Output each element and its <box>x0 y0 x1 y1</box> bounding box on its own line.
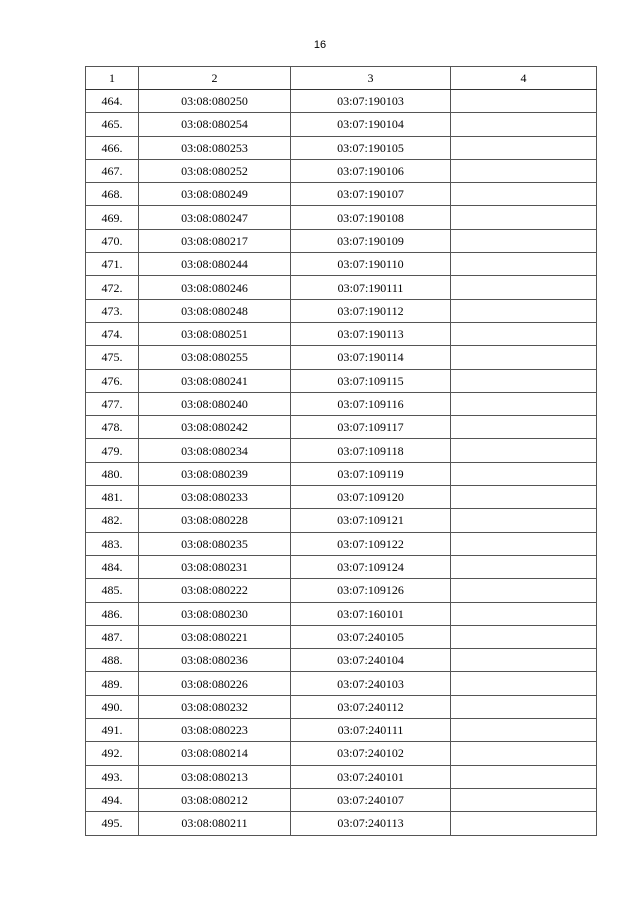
row-number-cell: 480. <box>86 462 139 485</box>
column-4-cell <box>451 532 597 555</box>
table-row <box>86 346 597 369</box>
code-2-cell: 03:08:080241 <box>139 369 291 392</box>
code-3-cell: 03:07:190106 <box>291 159 451 182</box>
column-4-cell <box>451 719 597 742</box>
code-3-cell: 03:07:240105 <box>291 625 451 648</box>
code-2-cell: 03:08:080255 <box>139 346 291 369</box>
code-2-cell: 03:08:080251 <box>139 322 291 345</box>
column-4-cell <box>451 765 597 788</box>
row-number-cell: 481. <box>86 486 139 509</box>
code-2-cell: 03:08:080211 <box>139 812 291 835</box>
code-3-cell: 03:07:109118 <box>291 439 451 462</box>
column-4-cell <box>451 253 597 276</box>
table-row <box>86 695 597 718</box>
column-4-cell <box>451 509 597 532</box>
table-row <box>86 416 597 439</box>
code-3-cell: 03:07:109120 <box>291 486 451 509</box>
table-row <box>86 649 597 672</box>
row-number-cell: 470. <box>86 229 139 252</box>
table-row <box>86 253 597 276</box>
code-2-cell: 03:08:080213 <box>139 765 291 788</box>
code-3-cell: 03:07:190104 <box>291 113 451 136</box>
code-3-cell: 03:07:240101 <box>291 765 451 788</box>
code-3-cell: 03:07:109115 <box>291 369 451 392</box>
column-4-cell <box>451 90 597 113</box>
code-2-cell: 03:08:080212 <box>139 788 291 811</box>
code-3-cell: 03:07:190108 <box>291 206 451 229</box>
table-row <box>86 579 597 602</box>
row-number-cell: 479. <box>86 439 139 462</box>
column-4-cell <box>451 579 597 602</box>
row-number-cell: 489. <box>86 672 139 695</box>
row-number-cell: 486. <box>86 602 139 625</box>
code-2-cell: 03:08:080233 <box>139 486 291 509</box>
row-number-cell: 485. <box>86 579 139 602</box>
table-row <box>86 486 597 509</box>
table-row <box>86 229 597 252</box>
column-header-1: 1 <box>86 67 139 90</box>
code-2-cell: 03:08:080247 <box>139 206 291 229</box>
column-4-cell <box>451 392 597 415</box>
column-4-cell <box>451 742 597 765</box>
code-2-cell: 03:08:080217 <box>139 229 291 252</box>
table-row <box>86 159 597 182</box>
code-3-cell: 03:07:240112 <box>291 695 451 718</box>
column-4-cell <box>451 695 597 718</box>
code-3-cell: 03:07:109122 <box>291 532 451 555</box>
table-row <box>86 625 597 648</box>
row-number-cell: 490. <box>86 695 139 718</box>
column-4-cell <box>451 788 597 811</box>
code-3-cell: 03:07:190103 <box>291 90 451 113</box>
code-3-cell: 03:07:190112 <box>291 299 451 322</box>
code-2-cell: 03:08:080234 <box>139 439 291 462</box>
code-3-cell: 03:07:240111 <box>291 719 451 742</box>
code-3-cell: 03:07:190107 <box>291 183 451 206</box>
row-number-cell: 491. <box>86 719 139 742</box>
code-2-cell: 03:08:080232 <box>139 695 291 718</box>
row-number-cell: 474. <box>86 322 139 345</box>
column-4-cell <box>451 299 597 322</box>
column-4-cell <box>451 672 597 695</box>
row-number-cell: 477. <box>86 392 139 415</box>
row-number-cell: 482. <box>86 509 139 532</box>
row-number-cell: 475. <box>86 346 139 369</box>
page-number: 16 <box>313 39 327 51</box>
column-4-cell <box>451 602 597 625</box>
code-3-cell: 03:07:240113 <box>291 812 451 835</box>
column-4-cell <box>451 439 597 462</box>
table-row <box>86 113 597 136</box>
column-4-cell <box>451 369 597 392</box>
code-3-cell: 03:07:109126 <box>291 579 451 602</box>
row-number-cell: 487. <box>86 625 139 648</box>
row-number-cell: 473. <box>86 299 139 322</box>
table-row <box>86 462 597 485</box>
table-row <box>86 136 597 159</box>
row-number-cell: 468. <box>86 183 139 206</box>
code-3-cell: 03:07:240103 <box>291 672 451 695</box>
table-row <box>86 369 597 392</box>
code-2-cell: 03:08:080239 <box>139 462 291 485</box>
code-3-cell: 03:07:190113 <box>291 322 451 345</box>
row-number-cell: 493. <box>86 765 139 788</box>
row-number-cell: 467. <box>86 159 139 182</box>
code-2-cell: 03:08:080252 <box>139 159 291 182</box>
row-number-cell: 492. <box>86 742 139 765</box>
column-4-cell <box>451 322 597 345</box>
code-3-cell: 03:07:109117 <box>291 416 451 439</box>
code-3-cell: 03:07:240102 <box>291 742 451 765</box>
code-2-cell: 03:08:080242 <box>139 416 291 439</box>
row-number-cell: 465. <box>86 113 139 136</box>
table-row <box>86 322 597 345</box>
column-4-cell <box>451 625 597 648</box>
row-number-cell: 478. <box>86 416 139 439</box>
code-2-cell: 03:08:080244 <box>139 253 291 276</box>
column-4-cell <box>451 812 597 835</box>
code-2-cell: 03:08:080235 <box>139 532 291 555</box>
table-row <box>86 555 597 578</box>
table-row <box>86 509 597 532</box>
code-2-cell: 03:08:080214 <box>139 742 291 765</box>
column-header-4: 4 <box>451 67 597 90</box>
column-header-3: 3 <box>291 67 451 90</box>
row-number-cell: 495. <box>86 812 139 835</box>
code-3-cell: 03:07:109119 <box>291 462 451 485</box>
code-3-cell: 03:07:190105 <box>291 136 451 159</box>
code-3-cell: 03:07:190111 <box>291 276 451 299</box>
column-4-cell <box>451 346 597 369</box>
table-row <box>86 206 597 229</box>
table-row <box>86 719 597 742</box>
code-2-cell: 03:08:080231 <box>139 555 291 578</box>
code-2-cell: 03:08:080253 <box>139 136 291 159</box>
column-4-cell <box>451 206 597 229</box>
column-4-cell <box>451 229 597 252</box>
row-number-cell: 484. <box>86 555 139 578</box>
column-header-2: 2 <box>139 67 291 90</box>
code-3-cell: 03:07:240107 <box>291 788 451 811</box>
row-number-cell: 471. <box>86 253 139 276</box>
table-row <box>86 439 597 462</box>
column-4-cell <box>451 183 597 206</box>
row-number-cell: 469. <box>86 206 139 229</box>
table-row <box>86 90 597 113</box>
column-4-cell <box>451 113 597 136</box>
code-3-cell: 03:07:190109 <box>291 229 451 252</box>
row-number-cell: 472. <box>86 276 139 299</box>
code-2-cell: 03:08:080223 <box>139 719 291 742</box>
table-body <box>86 90 597 836</box>
table-row <box>86 183 597 206</box>
table-row <box>86 742 597 765</box>
table-header <box>86 67 597 90</box>
column-4-cell <box>451 416 597 439</box>
row-number-cell: 476. <box>86 369 139 392</box>
code-3-cell: 03:07:190110 <box>291 253 451 276</box>
table-row <box>86 672 597 695</box>
table-row <box>86 788 597 811</box>
column-4-cell <box>451 136 597 159</box>
code-3-cell: 03:07:109121 <box>291 509 451 532</box>
code-3-cell: 03:07:240104 <box>291 649 451 672</box>
code-2-cell: 03:08:080249 <box>139 183 291 206</box>
code-2-cell: 03:08:080226 <box>139 672 291 695</box>
row-number-cell: 494. <box>86 788 139 811</box>
code-2-cell: 03:08:080254 <box>139 113 291 136</box>
table-row <box>86 812 597 835</box>
column-4-cell <box>451 276 597 299</box>
records-table <box>85 66 597 836</box>
code-2-cell: 03:08:080250 <box>139 90 291 113</box>
code-3-cell: 03:07:190114 <box>291 346 451 369</box>
row-number-cell: 466. <box>86 136 139 159</box>
row-number-cell: 464. <box>86 90 139 113</box>
column-4-cell <box>451 462 597 485</box>
column-4-cell <box>451 649 597 672</box>
table-row <box>86 276 597 299</box>
code-3-cell: 03:07:160101 <box>291 602 451 625</box>
code-2-cell: 03:08:080221 <box>139 625 291 648</box>
code-2-cell: 03:08:080230 <box>139 602 291 625</box>
code-2-cell: 03:08:080246 <box>139 276 291 299</box>
code-2-cell: 03:08:080236 <box>139 649 291 672</box>
code-2-cell: 03:08:080248 <box>139 299 291 322</box>
code-2-cell: 03:08:080228 <box>139 509 291 532</box>
row-number-cell: 483. <box>86 532 139 555</box>
code-2-cell: 03:08:080222 <box>139 579 291 602</box>
column-4-cell <box>451 486 597 509</box>
code-3-cell: 03:07:109116 <box>291 392 451 415</box>
code-3-cell: 03:07:109124 <box>291 555 451 578</box>
table-row <box>86 602 597 625</box>
table-row <box>86 392 597 415</box>
table-row <box>86 765 597 788</box>
table-row <box>86 299 597 322</box>
row-number-cell: 488. <box>86 649 139 672</box>
table-row <box>86 532 597 555</box>
header-row <box>86 67 597 90</box>
code-2-cell: 03:08:080240 <box>139 392 291 415</box>
column-4-cell <box>451 159 597 182</box>
column-4-cell <box>451 555 597 578</box>
